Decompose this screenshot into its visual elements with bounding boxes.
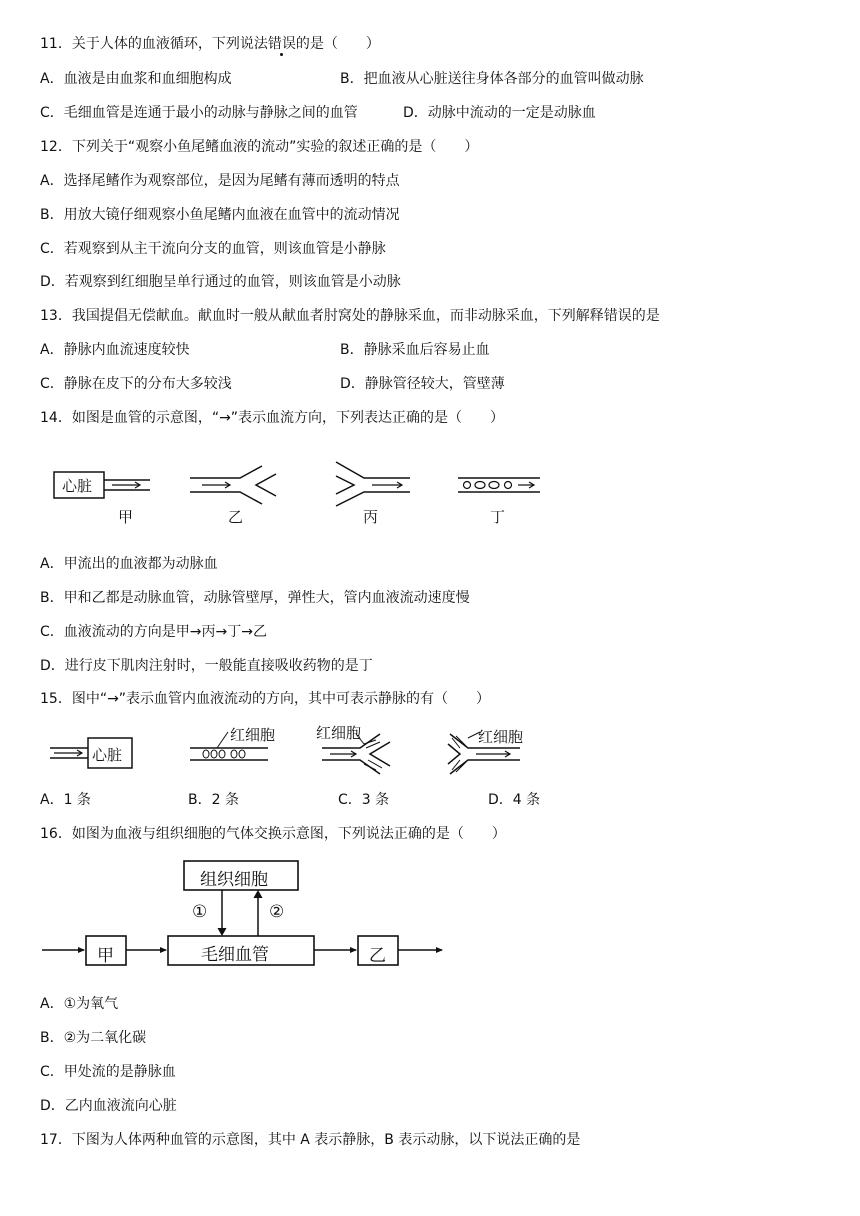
q15-rbc-label-1: 红细胞 [230, 726, 276, 744]
q17-stem: 17．下图为人体两种血管的示意图，其中 A 表示静脉，B 表示动脉，以下说法正确的是 [40, 1132, 581, 1148]
q15-option-b: B．2 条 [188, 792, 239, 808]
q15-rbc-label-3: 红细胞 [478, 728, 524, 746]
q14-option-b: B．甲和乙都是动脉血管，动脉管壁厚，弹性大，管内血液流动速度慢 [40, 590, 470, 606]
q14-heart-label: 心脏 [62, 477, 93, 495]
q16-option-d: D．乙内血液流向心脏 [40, 1098, 177, 1114]
q16-option-b: B．②为二氧化碳 [40, 1030, 147, 1046]
q11-option-a: A．血液是由血浆和血细胞构成 [40, 71, 232, 87]
q15-option-d: D．4 条 [488, 792, 541, 808]
q15-rbc-label-2: 红细胞 [316, 724, 362, 742]
q11-option-d: D．动脉中流动的一定是动脉血 [403, 105, 596, 121]
q14-option-d: D．进行皮下肌肉注射时，一般能直接吸收药物的是丁 [40, 658, 373, 674]
q16-option-a: A．①为氧气 [40, 996, 119, 1012]
q16-option-c: C．甲处流的是静脉血 [40, 1064, 176, 1080]
q13-option-d: D．静脉管径较大，管壁薄 [340, 376, 505, 392]
q14-option-a: A．甲流出的血液都为动脉血 [40, 556, 218, 572]
q16-capillary-label: 毛细血管 [201, 945, 269, 965]
q15-stem: 15．图中“→”表示血管内血液流动的方向，其中可表示静脉的有（ ） [40, 691, 491, 707]
q16-stem: 16．如图为血液与组织细胞的气体交换示意图，下列说法正确的是（ ） [40, 826, 506, 842]
q15-heart-label: 心脏 [92, 746, 123, 764]
q13-stem: 13．我国提倡无偿献血。献血时一般从献血者肘窝处的静脉采血，而非动脉采血，下列解释错误的是 [40, 308, 660, 324]
q12-option-a: A．选择尾鳍作为观察部位，是因为尾鳍有薄而透明的特点 [40, 173, 400, 189]
q13-option-b: B．静脉采血后容易止血 [340, 342, 490, 358]
q14-option-c: C．血液流动的方向是甲→丙→丁→乙 [40, 624, 267, 640]
q16-label-1: ① [192, 902, 208, 922]
q12-stem: 12．下列关于“观察小鱼尾鳍血液的流动”实验的叙述正确的是（ ） [40, 139, 479, 155]
q14-label-jia: 甲 [118, 508, 134, 526]
q16-tissue-cell-label: 组织细胞 [200, 870, 268, 890]
q16-label-yi: 乙 [369, 946, 386, 966]
emphasis-dots: 错误 [267, 36, 296, 52]
q12-option-c: C．若观察到从主干流向分支的血管，则该血管是小静脉 [40, 241, 386, 257]
q11-option-c: C．毛细血管是连通于最小的动脉与静脉之间的血管 [40, 105, 358, 121]
q14-label-bing: 丙 [363, 508, 379, 526]
q12-option-b: B．用放大镜仔细观察小鱼尾鳍内血液在血管中的流动情况 [40, 207, 400, 223]
vessel-bing [336, 462, 410, 506]
q11-stem: 11．关于人体的血液循环，下列说法错误的是（ ） [40, 36, 380, 52]
q14-label-yi: 乙 [228, 508, 244, 526]
vessel-yi [190, 466, 276, 504]
q13-option-c: C．静脉在皮下的分布大多较浅 [40, 376, 232, 392]
q14-stem: 14．如图是血管的示意图，“→”表示血流方向，下列表达正确的是（ ） [40, 410, 505, 426]
vessel-ding [458, 478, 540, 492]
q13-option-a: A．静脉内血流速度较快 [40, 342, 190, 358]
q16-label-jia: 甲 [97, 946, 114, 966]
q16-label-2: ② [269, 902, 285, 922]
q12-option-d: D．若观察到红细胞呈单行通过的血管，则该血管是小动脉 [40, 274, 401, 290]
q15-option-c: C．3 条 [338, 792, 390, 808]
q14-label-ding: 丁 [490, 508, 506, 526]
q15-option-a: A．1 条 [40, 792, 91, 808]
q11-option-b: B．把血液从心脏送往身体各部分的血管叫做动脉 [340, 71, 644, 87]
